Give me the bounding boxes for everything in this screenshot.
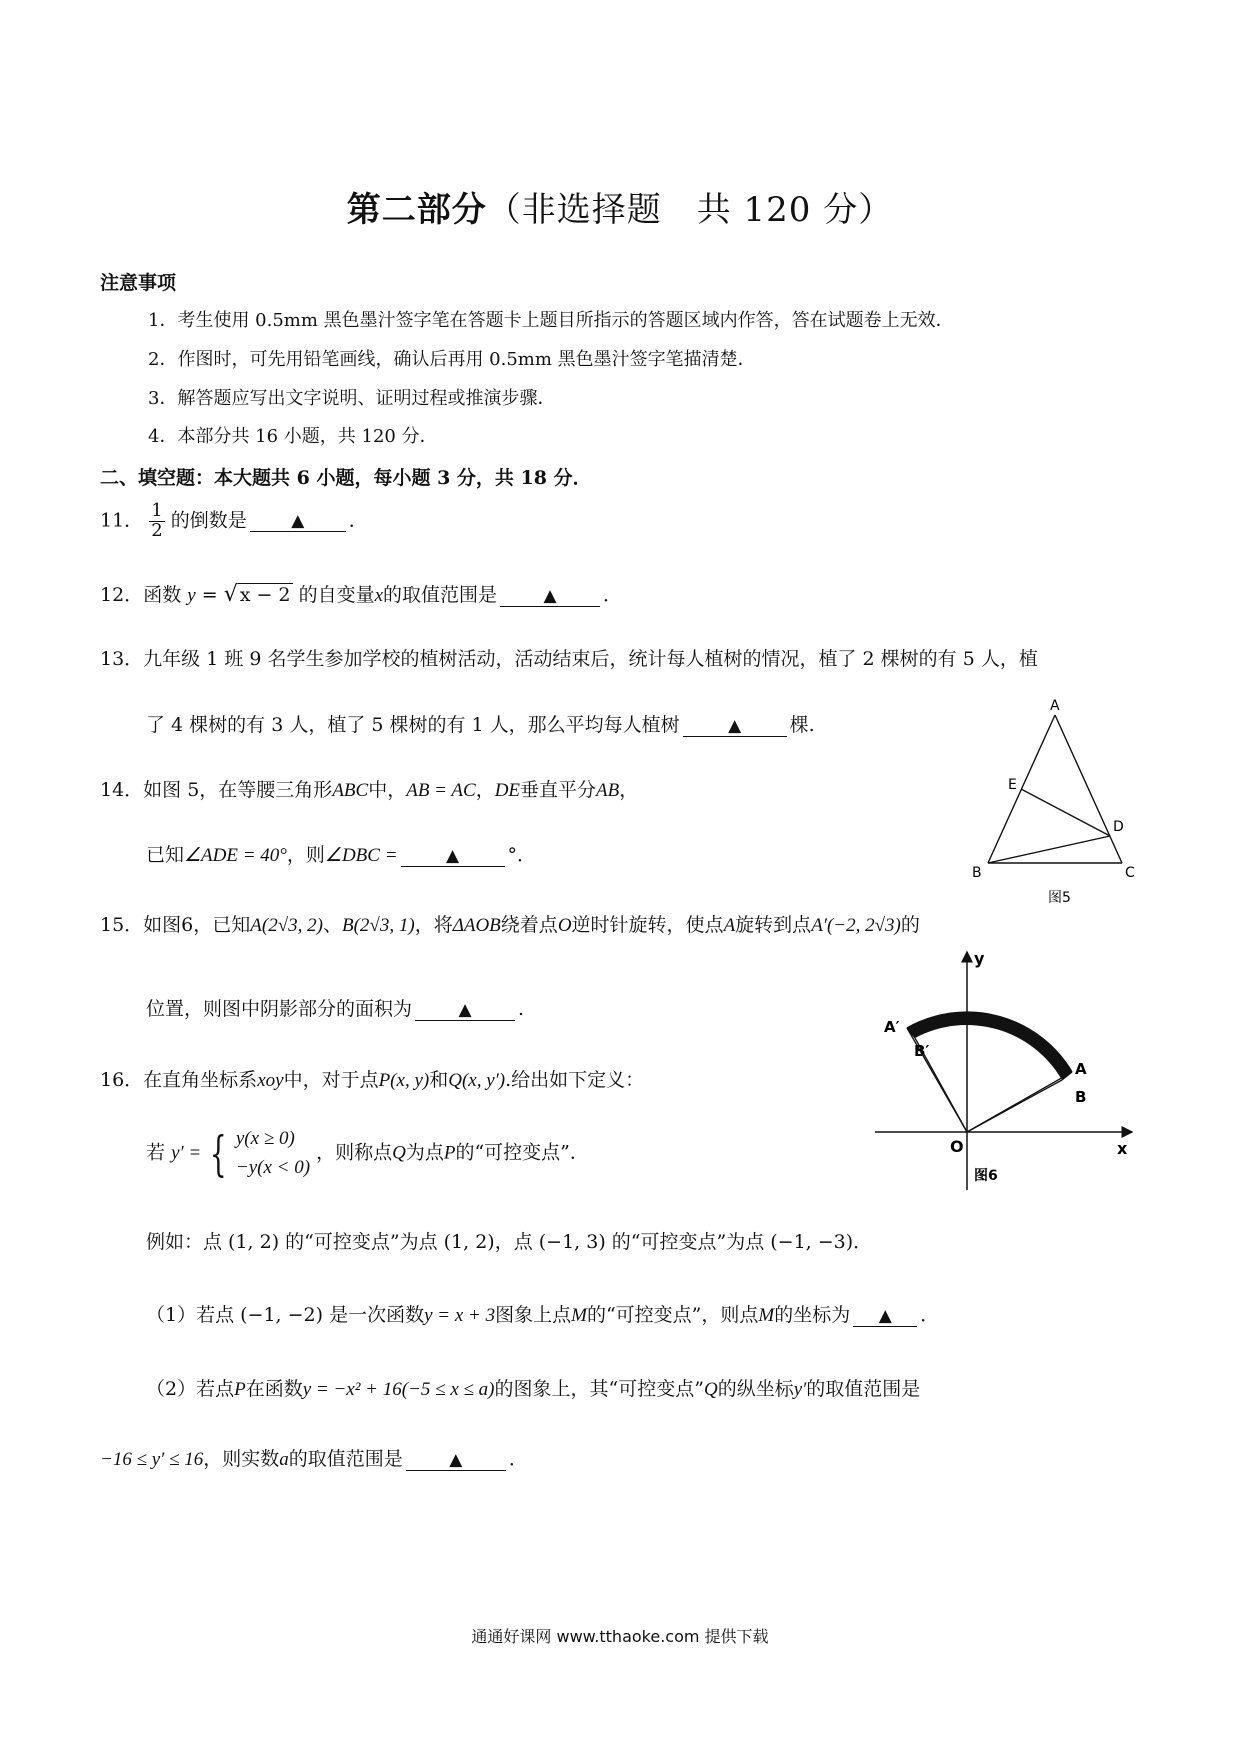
note-item: 4．本部分共 16 小题，共 120 分． bbox=[148, 426, 438, 447]
figure-6-rotation bbox=[870, 940, 1140, 1200]
brace: { bbox=[210, 1125, 227, 1182]
question-16-line1: 16．在直角坐标系xoy中，对于点P(x, y)和Q(x, y′).给出如下定义： bbox=[100, 1069, 645, 1091]
question-15-line2: 位置，则图中阴影部分的面积为 ▲ . bbox=[146, 998, 525, 1020]
label-C: C bbox=[1125, 865, 1135, 881]
label-B: B bbox=[1075, 1088, 1087, 1106]
label-B: B bbox=[972, 865, 982, 881]
note-item: 1．考生使用 0.5mm 黑色墨汁签字笔在答题卡上题目所指示的答题区域内作答，答在试题卷上无效． bbox=[148, 310, 954, 331]
label-O: O bbox=[950, 1137, 964, 1156]
label-E: E bbox=[1008, 777, 1017, 793]
figure-5-triangle bbox=[960, 695, 1160, 905]
answer-blank[interactable]: ▲ bbox=[250, 510, 346, 532]
figure-6-caption: 图6 bbox=[974, 1168, 998, 1184]
notes-heading: 注意事项 bbox=[100, 272, 177, 294]
label-B-prime: B′ bbox=[914, 1042, 930, 1060]
label-A: A bbox=[1075, 1060, 1087, 1078]
question-16-example: 例如：点 (1, 2) 的“可控变点”为点 (1, 2)，点 (−1, 3) 的“可控变点”为点 (−1, −3)． bbox=[146, 1231, 873, 1253]
question-14-line2: 已知∠ADE = 40°，则∠DBC = ▲ °． bbox=[146, 844, 537, 866]
answer-blank[interactable]: ▲ bbox=[406, 1449, 506, 1471]
question-15-line1: 15．如图6，已知A(2√3, 2)、B(2√3, 1)，将ΔAOB绕着点O逆时针旋转，使点A旋转到点A′(−2, 2√3)的 bbox=[100, 914, 920, 936]
page-title: 第二部分（非选择题 共 120 分） bbox=[346, 190, 894, 230]
answer-blank[interactable]: ▲ bbox=[500, 585, 600, 607]
label-A: A bbox=[1050, 698, 1060, 714]
question-13-line1: 13．九年级 1 班 9 名学生参加学校的植树活动，活动结束后，统计每人植树的情况，植了 2 棵树的有 5 人，植 bbox=[100, 648, 1038, 670]
question-11: 11． $\frac{1}{2}$ 的倒数是 ▲ ． bbox=[100, 500, 368, 541]
question-16-part1: （1）若点 (−1, −2) 是一次函数y = x + 3图象上点M的“可控变点”，则点M的坐标为 ▲ ． bbox=[146, 1304, 940, 1326]
question-16-part2: （2）若点P在函数y = −x² + 16(−5 ≤ x ≤ a)的图象上，其“可控变点”Q的纵坐标y′的取值范围是 bbox=[146, 1378, 921, 1400]
note-item: 2．作图时，可先用铅笔画线，确认后再用 0.5mm 黑色墨汁签字笔描清楚． bbox=[148, 349, 756, 370]
question-16-part2-line2: −16 ≤ y′ ≤ 16，则实数a的取值范围是 ▲ ． bbox=[100, 1448, 528, 1470]
axis-label-x: x bbox=[1117, 1139, 1128, 1158]
question-16-definition: 若 y′ = { y(x ≥ 0) −y(x < 0) ，则称点Q为点P的“可控变点”． bbox=[146, 1125, 589, 1182]
answer-blank[interactable]: ▲ bbox=[401, 845, 505, 867]
footer-credit: 通通好课网 www.tthaoke.com 提供下载 bbox=[471, 1627, 769, 1646]
label-D: D bbox=[1113, 819, 1124, 835]
question-13-line2: 了 4 棵树的有 3 人，植了 5 棵树的有 1 人，那么平均每人植树 ▲ 棵. bbox=[146, 714, 815, 736]
piecewise-cases: y(x ≥ 0) −y(x < 0) bbox=[235, 1128, 311, 1178]
answer-blank[interactable]: ▲ bbox=[683, 715, 787, 737]
section-heading: 二、填空题：本大题共 6 小题，每小题 3 分，共 18 分． bbox=[100, 467, 592, 489]
question-14-line1: 14．如图 5，在等腰三角形ABC中，AB = AC，DE垂直平分AB， bbox=[100, 779, 639, 801]
fraction: $\frac{1}{2}$ bbox=[151, 500, 163, 541]
answer-blank[interactable]: ▲ bbox=[853, 1305, 917, 1327]
label-A-prime: A′ bbox=[884, 1018, 900, 1036]
axis-label-y: y bbox=[974, 949, 985, 968]
note-item: 3．解答题应写出文字说明、证明过程或推演步骤． bbox=[148, 388, 556, 409]
figure-5-caption: 图5 bbox=[1048, 890, 1071, 905]
radical-sign: √ bbox=[223, 582, 238, 607]
question-12: 12．函数 y = √ x − 2 的自变量x的取值范围是 ▲ ． bbox=[100, 582, 623, 607]
answer-blank[interactable]: ▲ bbox=[415, 999, 515, 1021]
